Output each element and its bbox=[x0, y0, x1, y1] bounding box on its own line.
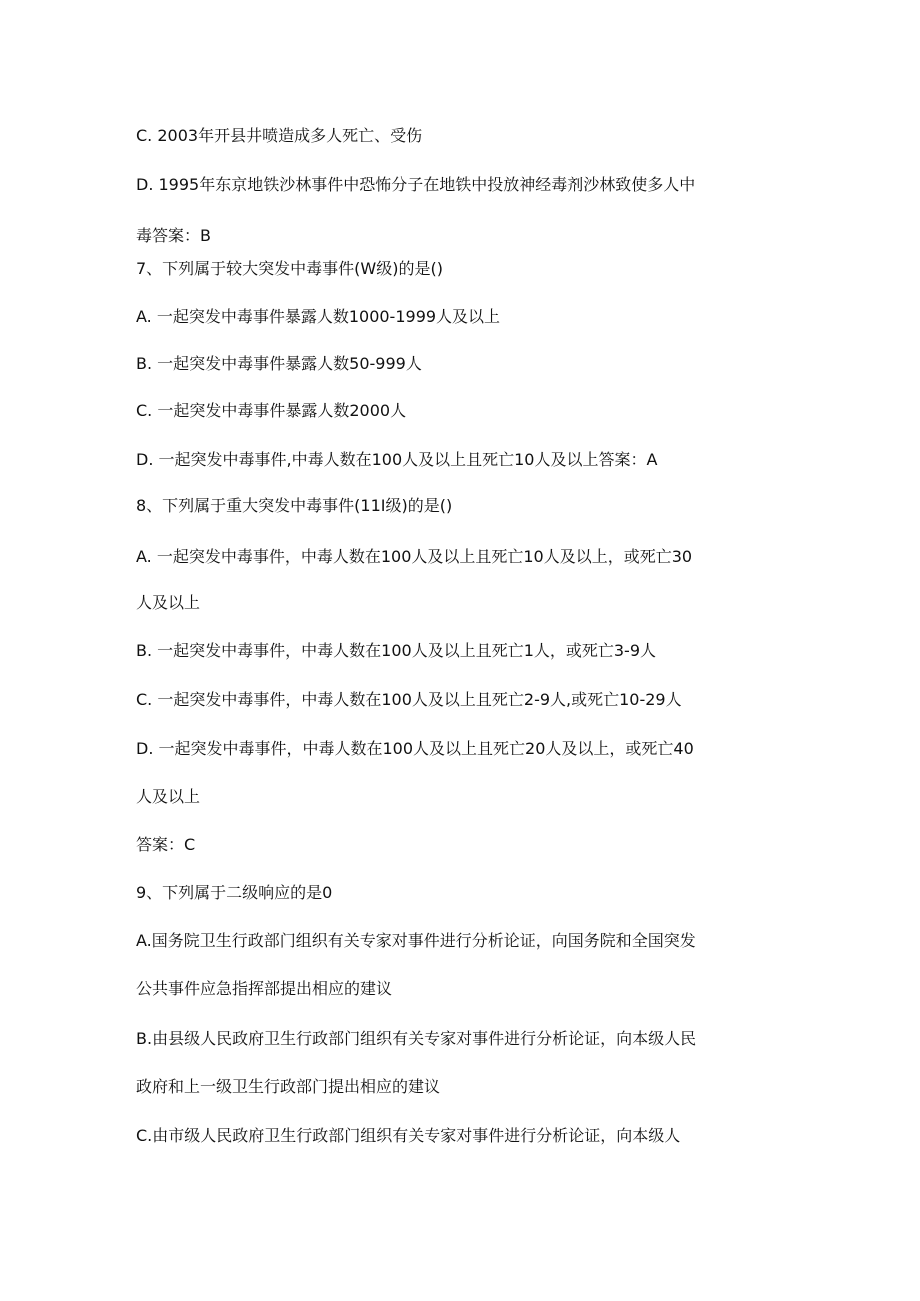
text-line: 人及以上 bbox=[136, 593, 201, 612]
question-heading: 9、下列属于二级响应的是0 bbox=[136, 883, 333, 902]
text-line: B.由县级人民政府卫生行政部门组织有关专家对事件进行分析论证，向本级人民 bbox=[136, 1029, 697, 1048]
answer-line: 答案：C bbox=[136, 835, 196, 854]
text-line: D. 一起突发中毒事件，中毒人数在100人及以上且死亡20人及以上，或死亡40 bbox=[136, 739, 694, 758]
question-heading: 8、下列属于重大突发中毒事件(11I级)的是() bbox=[136, 496, 453, 515]
text-line: 毒答案：B bbox=[136, 226, 211, 245]
text-line: 政府和上一级卫生行政部门提出相应的建议 bbox=[136, 1077, 441, 1096]
text-line: A. 一起突发中毒事件，中毒人数在100人及以上且死亡10人及以上，或死亡30 bbox=[136, 547, 693, 566]
text-line: D. 1995年东京地铁沙林事件中恐怖分子在地铁中投放神经毒剂沙林致使多人中 bbox=[136, 175, 696, 194]
text-line: 人及以上 bbox=[136, 787, 201, 806]
question-heading: 7、下列属于较大突发中毒事件(W级)的是() bbox=[136, 259, 443, 278]
text-line: 公共事件应急指挥部提出相应的建议 bbox=[136, 979, 393, 998]
text-line: C. 一起突发中毒事件，中毒人数在100人及以上且死亡2-9人,或死亡10-29人 bbox=[136, 690, 682, 709]
text-line: A.国务院卫生行政部门组织有关专家对事件进行分析论证，向国务院和全国突发 bbox=[136, 931, 696, 950]
text-line: C.由市级人民政府卫生行政部门组织有关专家对事件进行分析论证，向本级人 bbox=[136, 1126, 681, 1145]
text-line: B. 一起突发中毒事件暴露人数50-999人 bbox=[136, 354, 422, 373]
text-line: C. 2003年开县井喷造成多人死亡、受伤 bbox=[136, 126, 423, 145]
text-line: A. 一起突发中毒事件暴露人数1000-1999人及以上 bbox=[136, 307, 501, 326]
text-line: C. 一起突发中毒事件暴露人数2000人 bbox=[136, 401, 407, 420]
text-line: D. 一起突发中毒事件,中毒人数在100人及以上且死亡10人及以上答案：A bbox=[136, 450, 658, 469]
text-line: B. 一起突发中毒事件，中毒人数在100人及以上且死亡1人，或死亡3-9人 bbox=[136, 641, 657, 660]
